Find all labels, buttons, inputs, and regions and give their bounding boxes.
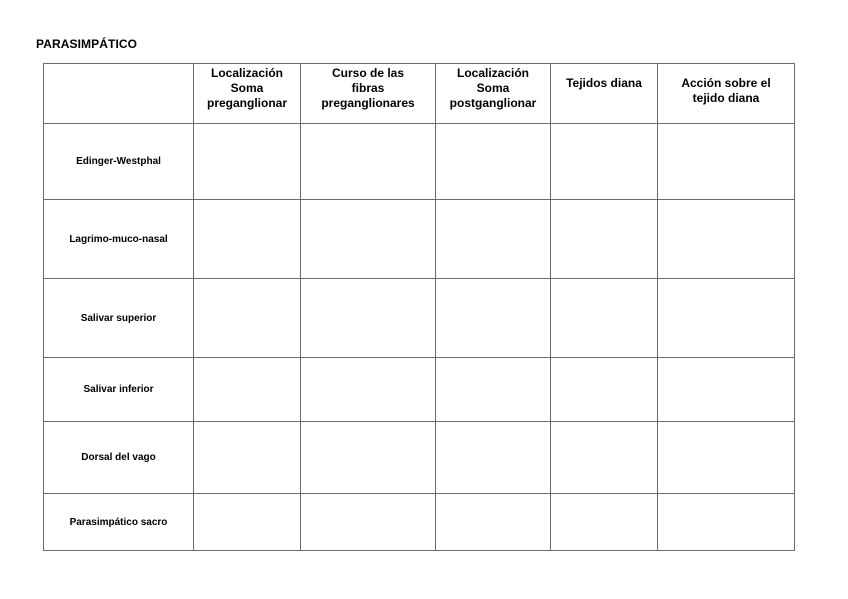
row-label: Salivar inferior [44, 358, 194, 422]
table-cell[interactable] [301, 124, 436, 200]
table-cell[interactable] [436, 422, 551, 494]
table-cell[interactable] [194, 124, 301, 200]
row-label: Lagrimo-muco-nasal [44, 200, 194, 279]
table-cell[interactable] [551, 279, 658, 358]
page-title: PARASIMPÁTICO [36, 37, 138, 51]
header-line: Localización [210, 66, 284, 80]
table-cell[interactable] [436, 279, 551, 358]
table-cell[interactable] [551, 422, 658, 494]
table-cell[interactable] [194, 358, 301, 422]
parasympathetic-table [43, 63, 795, 551]
column-header-tejidos-diana [551, 64, 658, 124]
row-label: Edinger-Westphal [44, 124, 194, 200]
table-cell[interactable] [436, 124, 551, 200]
table-row [44, 422, 795, 494]
table-cell[interactable] [194, 200, 301, 279]
header-line: preganglionares [321, 96, 415, 110]
table-cell[interactable] [436, 358, 551, 422]
column-header-curso-fibras-preganglionares [301, 64, 436, 124]
row-label: Salivar superior [44, 279, 194, 358]
table-cell[interactable] [551, 124, 658, 200]
header-line: preganglionar [206, 96, 287, 110]
row-label: Dorsal del vago [44, 422, 194, 494]
header-line: fibras [351, 81, 385, 95]
header-line: Soma [476, 81, 510, 95]
table-cell[interactable] [658, 200, 795, 279]
row-label: Parasimpático sacro [44, 494, 194, 551]
table-cell[interactable] [551, 200, 658, 279]
header-line: Soma [230, 81, 264, 95]
corner-cell [44, 64, 194, 124]
table-cell[interactable] [301, 494, 436, 551]
table-cell[interactable] [436, 494, 551, 551]
table-row [44, 124, 795, 200]
table-cell[interactable] [551, 494, 658, 551]
table-cell[interactable] [658, 422, 795, 494]
table-row [44, 279, 795, 358]
header-line: Curso de las [331, 66, 405, 80]
table-row [44, 358, 795, 422]
header-line: postganglionar [449, 96, 537, 110]
table-row [44, 200, 795, 279]
table-cell[interactable] [658, 279, 795, 358]
table-cell[interactable] [301, 358, 436, 422]
table-cell[interactable] [658, 358, 795, 422]
header-row [44, 64, 795, 124]
column-header-localizacion-soma-postganglionar [436, 64, 551, 124]
table-cell[interactable] [194, 279, 301, 358]
table-cell[interactable] [301, 422, 436, 494]
table-cell[interactable] [301, 200, 436, 279]
header-line: tejido diana [692, 91, 760, 105]
table-cell[interactable] [658, 124, 795, 200]
header-line: Localización [456, 66, 530, 80]
column-header-accion-tejido-diana [658, 64, 795, 124]
header-line: Tejidos diana [566, 76, 642, 90]
table-cell[interactable] [301, 279, 436, 358]
table-cell[interactable] [436, 200, 551, 279]
table-cell[interactable] [658, 494, 795, 551]
table-row [44, 494, 795, 551]
table-cell[interactable] [194, 422, 301, 494]
header-line: Acción sobre el [681, 76, 771, 90]
table-cell[interactable] [194, 494, 301, 551]
column-header-localizacion-soma-preganglionar [194, 64, 301, 124]
table-cell[interactable] [551, 358, 658, 422]
